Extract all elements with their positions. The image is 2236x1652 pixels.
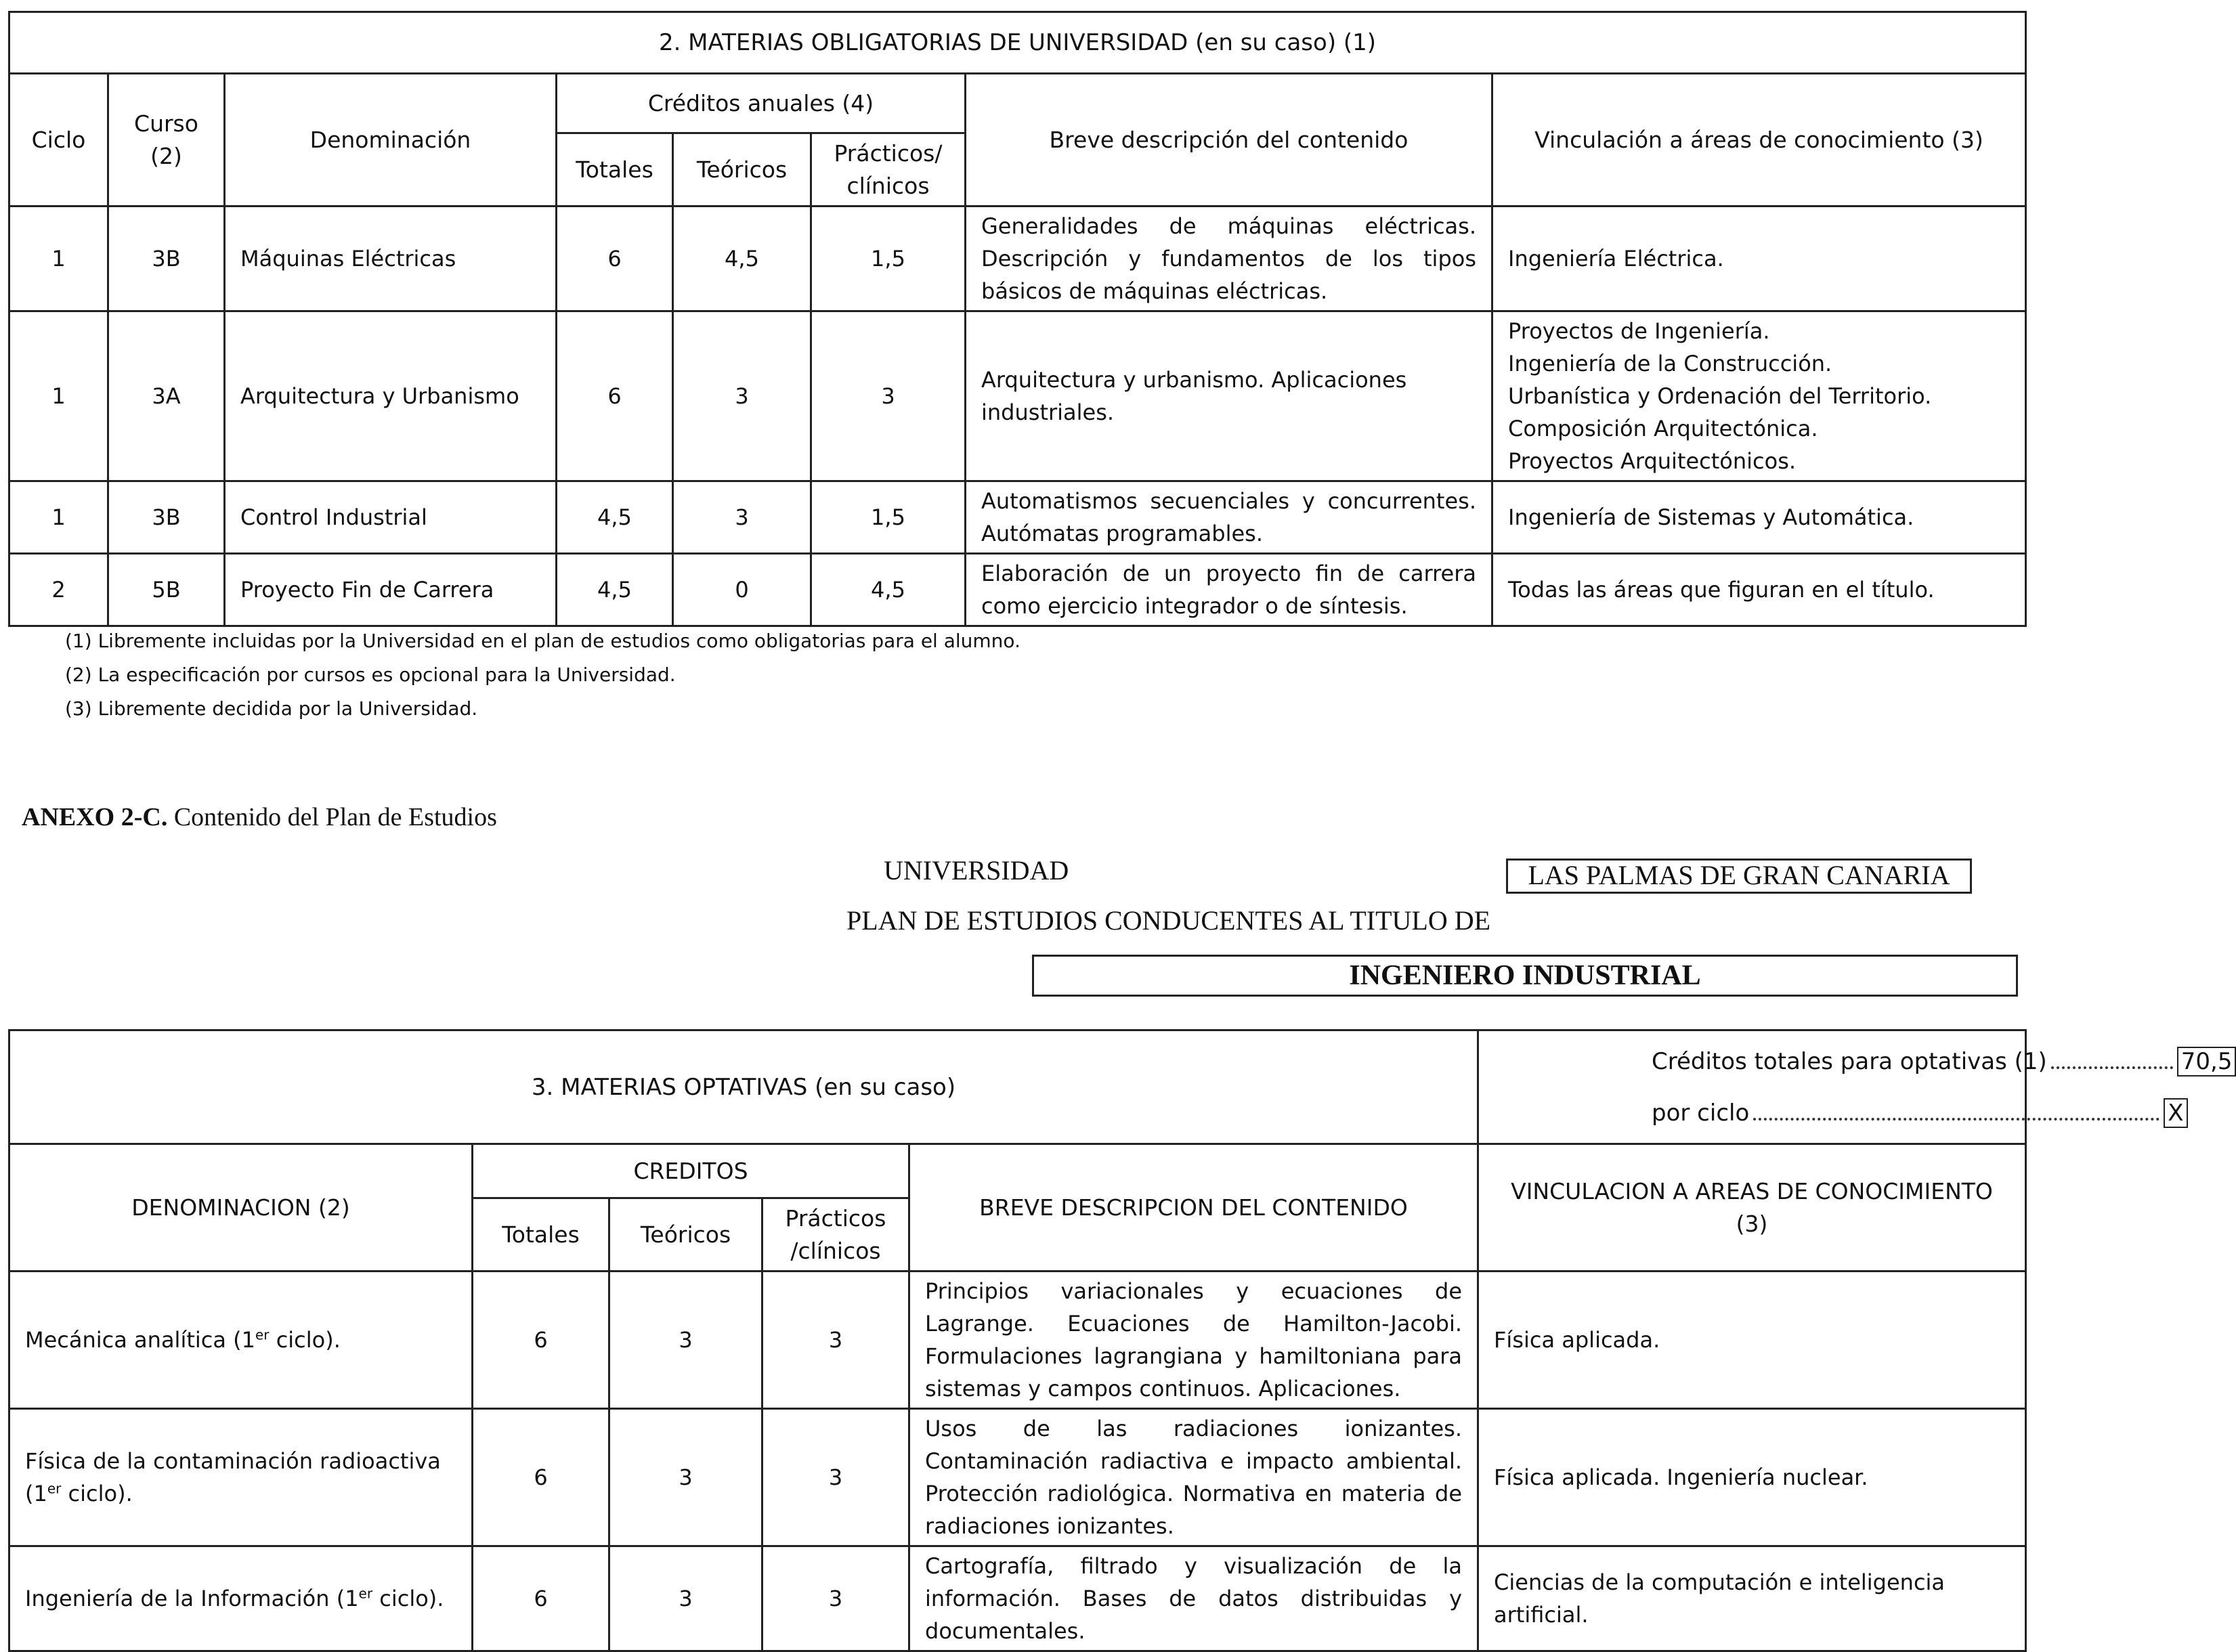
cell-totales: 4,5: [557, 481, 673, 554]
plan-label: PLAN DE ESTUDIOS CONDUCENTES AL TITULO DE: [846, 905, 1491, 936]
cell-descripcion: Automatismos secuenciales y concurrentes. Autómatas programables.: [966, 481, 1492, 554]
cell-practicos: 3: [762, 1409, 909, 1546]
header-denominacion: Denominación: [225, 74, 557, 206]
cell-practicos: 4,5: [811, 554, 966, 626]
cell-descripcion: Generalidades de máquinas eléctricas. Descripción y fundamentos de los tipos básicos de máquinas eléctricas.: [966, 206, 1492, 311]
mandatory-subjects-table: [8, 11, 2027, 627]
cell-teoricos: 3: [609, 1546, 762, 1651]
footnotes: [65, 624, 1020, 726]
cell-teoricos: 4,5: [673, 206, 811, 311]
cell-practicos: 1,5: [811, 481, 966, 554]
annex-title: Contenido del Plan de Estudios: [173, 803, 497, 831]
annex-heading: [22, 802, 497, 832]
footnote-1: (1) Libremente incluidas por la Universidad en el plan de estudios como obligatorias para el alumno.: [65, 630, 1020, 652]
cell-teoricos: 3: [609, 1409, 762, 1546]
cell-denominacion: Mecánica analítica (1er ciclo).: [9, 1271, 473, 1409]
cell-descripcion: Cartografía, filtrado y visualización de la información. Bases de datos distribuidas y documentales.: [909, 1546, 1478, 1651]
credits-total-label: Créditos totales para optativas (1): [1652, 1047, 2047, 1075]
cell-denominacion: Ingeniería de la Información (1er ciclo).: [9, 1546, 473, 1651]
cell-curso: 3A: [108, 311, 225, 481]
cell-practicos: 3: [762, 1271, 909, 1409]
table-row: [9, 1546, 2026, 1651]
cell-curso: 3B: [108, 481, 225, 554]
optional-subjects-table: [8, 1029, 2233, 1652]
cell-vinculacion: Ingeniería de Sistemas y Automática.: [1492, 481, 2026, 554]
cell-denominacion: Proyecto Fin de Carrera: [225, 554, 557, 626]
footnote-2: (2) La especificación por cursos es opcional para la Universidad.: [65, 664, 676, 686]
table-row: [9, 1409, 2026, 1546]
degree-title: INGENIERO INDUSTRIAL: [1032, 955, 2018, 997]
credits-total-line: [1652, 1036, 2233, 1087]
cell-ciclo: 1: [9, 206, 108, 311]
cell-curso: 5B: [108, 554, 225, 626]
cell-totales: 4,5: [557, 554, 673, 626]
cell-descripcion: Arquitectura y urbanismo. Aplicaciones industriales.: [966, 311, 1492, 481]
table-row: [9, 554, 2026, 626]
universidad-value: LAS PALMAS DE GRAN CANARIA: [1506, 858, 1972, 894]
por-ciclo-value: X: [2164, 1098, 2187, 1128]
cell-descripcion: Principios variacionales y ecuaciones de Lagrange. Ecuaciones de Hamilton-Jacobi. Formulaciones lagrangiana y hamiltoniana para sistemas y campos continuos. Aplicaciones.: [909, 1271, 1478, 1409]
table-row: [9, 1271, 2026, 1409]
cell-denominacion: Física de la contaminación radioactiva (1er ciclo).: [9, 1409, 473, 1546]
header-creditos-anuales: Créditos anuales (4): [557, 74, 966, 133]
cell-totales: 6: [473, 1546, 609, 1651]
cell-ciclo: 2: [9, 554, 108, 626]
cell-vinculacion: Física aplicada. Ingeniería nuclear.: [1478, 1409, 2026, 1546]
cell-totales: 6: [473, 1409, 609, 1546]
cell-vinculacion: [1492, 311, 2026, 481]
por-ciclo-line: [1652, 1087, 2184, 1139]
cell-vinculacion: Ingeniería Eléctrica.: [1492, 206, 2026, 311]
header-practicos: Prácticos /clínicos: [762, 1198, 909, 1271]
cell-ciclo: 1: [9, 481, 108, 554]
cell-ciclo: 1: [9, 311, 108, 481]
cell-vinculacion: Ciencias de la computación e inteligencia artificial.: [1478, 1546, 2026, 1651]
header-denominacion: DENOMINACION (2): [9, 1144, 473, 1271]
table-row: [9, 481, 2026, 554]
cell-totales: 6: [557, 206, 673, 311]
footnote-3: (3) Libremente decidida por la Universidad.: [65, 697, 478, 720]
cell-teoricos: 3: [609, 1271, 762, 1409]
header-teoricos: Teóricos: [673, 133, 811, 206]
vinculacion-line: Proyectos Arquitectónicos.: [1508, 448, 1797, 474]
cell-descripcion: Elaboración de un proyecto fin de carrera como ejercicio integrador o de síntesis.: [966, 554, 1492, 626]
header-totales: Totales: [557, 133, 673, 206]
table-row: [9, 206, 2026, 311]
header-totales: Totales: [473, 1198, 609, 1271]
vinculacion-line: Composición Arquitectónica.: [1508, 416, 1818, 441]
table-row: [9, 311, 2026, 481]
cell-totales: 6: [557, 311, 673, 481]
cell-curso: 3B: [108, 206, 225, 311]
header-teoricos: Teóricos: [609, 1198, 762, 1271]
por-ciclo-label: por ciclo: [1652, 1099, 1750, 1127]
vinculacion-line: Proyectos de Ingeniería.: [1508, 318, 1770, 344]
header-descripcion: Breve descripción del contenido: [966, 74, 1492, 206]
section3-title: 3. MATERIAS OPTATIVAS (en su caso): [9, 1030, 1478, 1144]
header-vinculacion: VINCULACION A AREAS DE CONOCIMIENTO (3): [1478, 1144, 2026, 1271]
header-ciclo: Ciclo: [9, 74, 108, 206]
cell-teoricos: 3: [673, 481, 811, 554]
header-practicos: Prácticos/ clínicos: [811, 133, 966, 206]
vinculacion-line: Urbanística y Ordenación del Territorio.: [1508, 383, 1932, 409]
header-descripcion: BREVE DESCRIPCION DEL CONTENIDO: [909, 1144, 1478, 1271]
vinculacion-line: Ingeniería de la Construcción.: [1508, 351, 1832, 376]
cell-practicos: 1,5: [811, 206, 966, 311]
header-curso: Curso (2): [108, 74, 225, 206]
cell-totales: 6: [473, 1271, 609, 1409]
cell-denominacion: Máquinas Eléctricas: [225, 206, 557, 311]
cell-vinculacion: Todas las áreas que figuran en el título.: [1492, 554, 2026, 626]
cell-practicos: 3: [811, 311, 966, 481]
cell-teoricos: 0: [673, 554, 811, 626]
section2-title: 2. MATERIAS OBLIGATORIAS DE UNIVERSIDAD (en su caso) (1): [9, 12, 2026, 74]
cell-descripcion: Usos de las radiaciones ionizantes. Contaminación radiactiva e impacto ambiental. Protección radiológica. Normativa en materia de radiaciones ionizantes.: [909, 1409, 1478, 1546]
universidad-label: UNIVERSIDAD: [884, 855, 1069, 886]
cell-denominacion: Arquitectura y Urbanismo: [225, 311, 557, 481]
cell-practicos: 3: [762, 1546, 909, 1651]
header-creditos: CREDITOS: [473, 1144, 909, 1198]
credits-total-value: 70,5: [2177, 1047, 2236, 1077]
cell-denominacion: Control Industrial: [225, 481, 557, 554]
section3-credits-summary: [1478, 1030, 2233, 1144]
cell-vinculacion: Física aplicada.: [1478, 1271, 2026, 1409]
header-vinculacion: Vinculación a áreas de conocimiento (3): [1492, 74, 2026, 206]
annex-number: ANEXO 2-C.: [22, 803, 168, 831]
cell-teoricos: 3: [673, 311, 811, 481]
